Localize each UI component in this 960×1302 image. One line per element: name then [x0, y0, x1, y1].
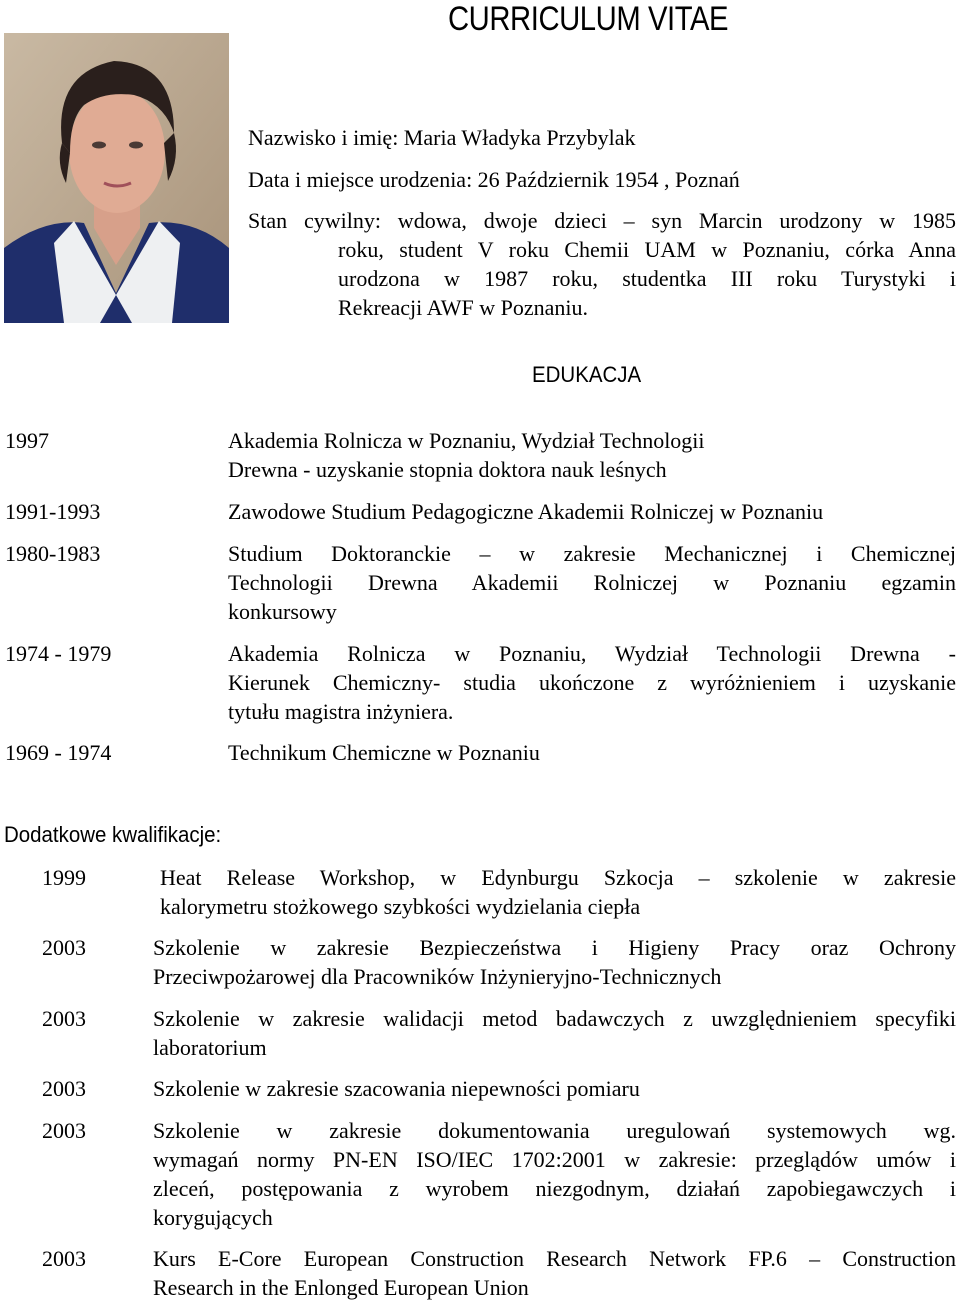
education-year: 1969 - 1974 — [5, 740, 112, 765]
qualification-year: 2003 — [42, 1076, 86, 1101]
education-year: 1980-1983 — [5, 541, 101, 566]
qualification-year: 2003 — [42, 1006, 86, 1031]
birth-line: Data i miejsce urodzenia: 26 Październik 1954 , Poznań — [248, 167, 740, 192]
education-year: 1997 — [5, 428, 49, 453]
education-line: Zawodowe Studium Pedagogiczne Akademii Rolniczej w Poznaniu — [228, 499, 824, 524]
name-line: Nazwisko i imię: Maria Władyka Przybylak — [248, 125, 636, 150]
qualifications-heading: Dodatkowe kwalifikacje: — [4, 822, 222, 847]
qualification-year: 2003 — [42, 1246, 86, 1271]
qualification-year: 1999 — [42, 865, 86, 890]
education-line: Technologii Drewna Akademii Rolniczej w Poznaniu egzamin — [228, 570, 956, 595]
qualification-line: Szkolenie w zakresie dokumentowania uregulowań systemowych wg. — [153, 1118, 956, 1143]
qualification-line: laboratorium — [153, 1035, 267, 1060]
education-line: Akademia Rolnicza w Poznaniu, Wydział Technologii — [228, 428, 705, 453]
qualification-line: Kurs E-Core European Construction Research Network FP.6 – Construction — [153, 1246, 956, 1271]
education-line: Kierunek Chemiczny- studia ukończone z wyróżnieniem i uzyskanie — [228, 670, 956, 695]
qualification-line: wymagań normy PN-EN ISO/IEC 1702:2001 w zakresie: przeglądów umów i — [153, 1147, 956, 1172]
qualification-line: Przeciwpożarowej dla Pracowników Inżynieryjno-Technicznych — [153, 964, 722, 989]
document-title: CURRICULUM VITAE — [448, 0, 729, 38]
education-line: Studium Doktoranckie – w zakresie Mechanicznej i Chemicznej — [228, 541, 956, 566]
qualification-line: Research in the Enlonged European Union — [153, 1275, 529, 1300]
marital-status — [248, 206, 956, 322]
qualification-line: kalorymetru stożkowego szybkości wydzielania ciepła — [160, 894, 641, 919]
portrait-photo — [4, 33, 229, 323]
education-line: konkursowy — [228, 599, 337, 624]
marital-line: Stan cywilny: wdowa, dwoje dzieci – syn Marcin urodzony w 1985 — [248, 208, 956, 233]
marital-line: urodzona w 1987 roku, studentka III roku Turystyki i — [338, 266, 956, 291]
qualification-line: zleceń, postępowania z wyrobem niezgodnym, działań zapobiegawczych i — [153, 1176, 956, 1201]
qualification-line: Szkolenie w zakresie walidacji metod badawczych z uwzględnieniem specyfiki — [153, 1006, 956, 1031]
qualification-year: 2003 — [42, 935, 86, 960]
qualification-line: Heat Release Workshop, w Edynburgu Szkocja – szkolenie w zakresie — [160, 865, 956, 890]
education-line: tytułu magistra inżyniera. — [228, 699, 454, 724]
education-heading: EDUKACJA — [532, 362, 642, 387]
education-year: 1991-1993 — [5, 499, 101, 524]
qualification-line: Szkolenie w zakresie szacowania niepewności pomiaru — [153, 1076, 640, 1101]
education-line: Drewna - uzyskanie stopnia doktora nauk leśnych — [228, 457, 667, 482]
qualification-year: 2003 — [42, 1118, 86, 1143]
education-year: 1974 - 1979 — [5, 641, 112, 666]
marital-line: roku, student V roku Chemii UAM w Poznaniu, córka Anna — [338, 237, 956, 262]
marital-line: Rekreacji AWF w Poznaniu. — [338, 295, 588, 320]
education-line: Technikum Chemiczne w Poznaniu — [228, 740, 540, 765]
education-line: Akademia Rolnicza w Poznaniu, Wydział Technologii Drewna - — [228, 641, 956, 666]
qualification-line: korygujących — [153, 1205, 273, 1230]
qualification-line: Szkolenie w zakresie Bezpieczeństwa i Higieny Pracy oraz Ochrony — [153, 935, 956, 960]
